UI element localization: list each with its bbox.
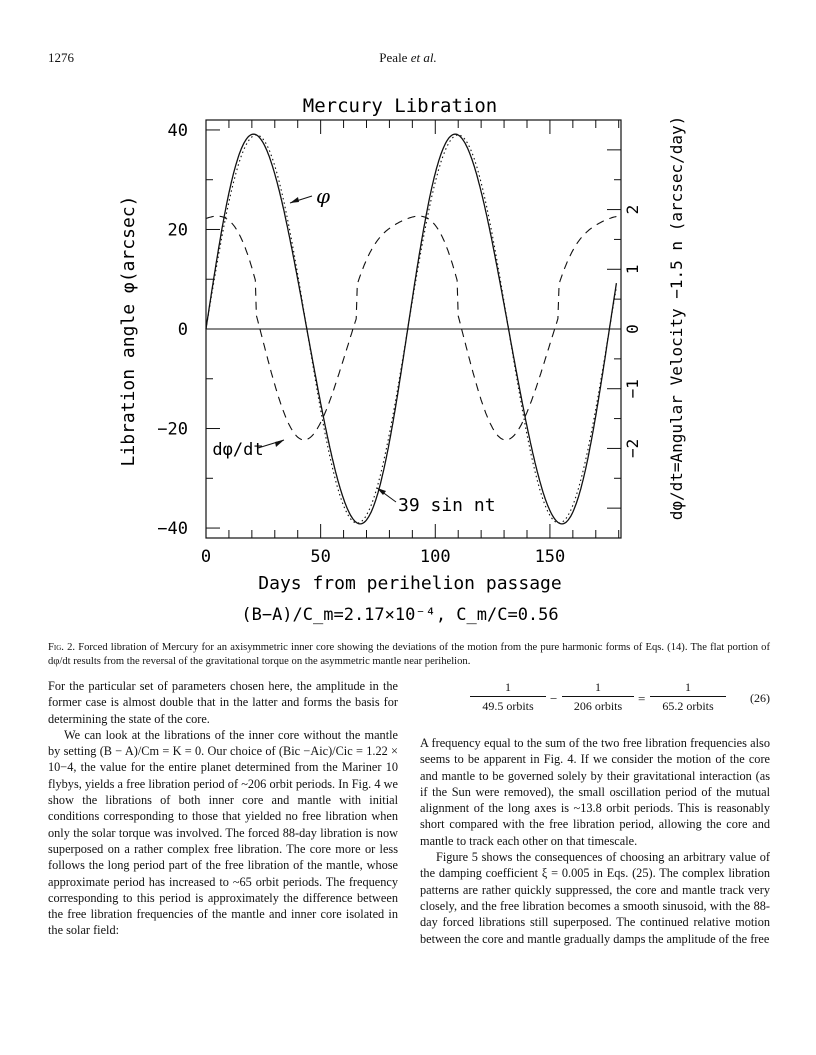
paragraph: For the particular set of parameters chosen here, the amplitude in the former case is almost double that in the latter and forms the basis for determining the state of the core. [48, 679, 398, 726]
equation-number: (26) [750, 691, 770, 705]
y-axis-label-right: dφ/dt=Angular Velocity −1.5 n (arcsec/day) [667, 115, 686, 521]
y-tick-label-right: 1 [623, 264, 642, 275]
numerator: 1 [650, 680, 726, 697]
equation-26 [470, 680, 770, 720]
figure-caption [48, 641, 770, 669]
chart-title: Mercury Libration [302, 95, 498, 117]
y-tick-label: 40 [167, 120, 188, 141]
angular-velocity-curve [206, 216, 616, 440]
denominator: 49.5 orbits [482, 699, 534, 713]
y-tick-label-right: 0 [623, 324, 642, 334]
page-number: 1276 [48, 50, 74, 65]
caption-text: Forced libration of Mercury for an axisymmetric inner core showing the deviations of the motion from the pure harmonic forms of Eqs. (14). The flat portion of dφ/dt results from the reversal of the gravitational torque on the asymmetric mantle near perihelion. [48, 642, 770, 667]
caption-label: Fig. 2. [48, 642, 76, 653]
denominator: 65.2 orbits [662, 699, 714, 713]
x-tick-label: 150 [534, 547, 566, 567]
y-tick-label: 20 [167, 220, 188, 241]
y-tick-label: 0 [177, 320, 188, 340]
body-column-right [420, 735, 770, 947]
phi-annotation: φ [316, 184, 331, 208]
y-tick-label-right: −2 [623, 438, 642, 459]
y-tick-label: −40 [157, 519, 188, 540]
x-tick-label: 0 [200, 547, 212, 567]
y-tick-label-right: −1 [623, 379, 642, 399]
paragraph: Figure 5 shows the consequences of choosing an arbitrary value of the damping coefficient ξ = 0.005 in Eqs. (25). The complex libration patterns are rather quickly suppressed, the core and mantle track very closely, and the free libration becomes a smooth sinusoid, with the 88-day forced librations still superposed. The continued relative motion between the core and mantle gradually damps the amplitude of the free [420, 850, 770, 946]
denominator: 206 orbits [573, 699, 623, 713]
x-tick-label: 50 [310, 547, 331, 567]
paragraph: A frequency equal to the sum of the two free libration frequencies also seems to be apparent in Fig. 4. If we consider the motion of the core and mantle to be governed solely by their gravitational interaction (as if the Sun were removed), the small oscillation period of the mutual alignment of the long axes is ~13.8 orbit periods. This is reasonably short compared with the free libration period, allowing the core and mantle to track each other on that timescale. [420, 736, 770, 848]
dphidt-annotation: dφ/dt [212, 440, 264, 460]
authors: Peale [379, 50, 411, 65]
paragraph: We can look at the librations of the inner core without the mantle by setting (B − A)/Cm = K = 0. Our choice of (Bic −Aic)/Cic = 1.22 × 10−4, the value for the entire planet determined from the Mariner 10 flybys, yields a free libration period of ~206 orbit periods. In Fig. 4 we show the librations of both inner core and mantle with initial conditions corresponding to those that yielded no free libration when only the solar torque was involved. The forced 88-day libration is now superposed on a rather complex free libration. The core more or less follows the long period part of the free libration of the mantle, whose approximate period has increased to ~65 orbit periods. The frequency corresponding to this period is approximately the difference between the free libration frequencies of the mantle and inner core isolated in the solar field: [48, 727, 398, 938]
numerator: 1 [470, 680, 546, 697]
y-tick-label: −20 [157, 419, 188, 440]
fraction [470, 680, 546, 714]
fraction [650, 680, 726, 714]
y-axis-label-left: Libration angle φ(arcsec) [118, 195, 139, 467]
dphidt-arrowhead [275, 440, 284, 447]
equals-operator: = [638, 691, 646, 706]
fraction [562, 680, 634, 714]
phi-arrowhead [290, 197, 299, 203]
authors-etal: et al. [410, 50, 437, 65]
x-axis-label: Days from perihelion passage [258, 573, 562, 594]
x-tick-label: 100 [419, 547, 451, 567]
numerator: 1 [562, 680, 634, 697]
harmonic-annotation: 39 sin nt [398, 495, 496, 516]
y-tick-label-right: 2 [623, 204, 642, 215]
chart-subtitle: (B−A)/C_m=2.17×10⁻⁴, C_m/C=0.56 [241, 605, 559, 625]
minus-operator: − [550, 691, 558, 706]
body-column-left [48, 678, 398, 939]
